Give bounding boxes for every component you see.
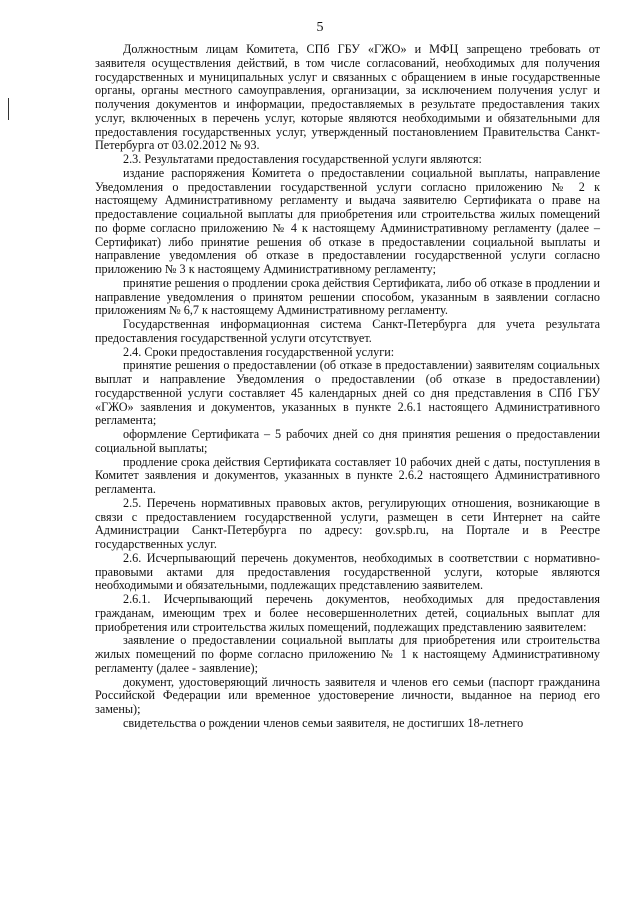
paragraph-term-certificate: оформление Сертификата – 5 рабочих дней со дня принятия решения о предоставлении социальной выплаты; [95,427,600,455]
margin-mark [8,98,9,120]
paragraph-2-4-heading: 2.4. Сроки предоставления государственной услуги: [123,344,395,359]
paragraph-term-decision: принятие решения о предоставлении (об отказе в предоставлении) заявителям социальных выплат и направление Уведомления о предоставлении (об отказе в предоставлении) государственной услуги составляет 45 календарных дней со дня представления в СПб ГБУ «ГЖО» заявления и документов, указанных в пункте 2.6.1 настоящего Административного регламента; [95,358,600,428]
paragraph-restrictions: Должностным лицам Комитета, СПб ГБУ «ГЖО» и МФЦ запрещено требовать от заявителя осуществления действий, в том числе согласований, необходимых для получения государственных и муниципальных услуг и связанных с обращением в иные государственные органы, органы местного самоуправления, организации, за исключением получения услуг и получения документов и информации, предоставляемых в результате предоставления таких услуг, включенных в перечень услуг, которые являются необходимыми и обязательными для предоставления государственных услуг, утвержденный постановлением Правительства Санкт-Петербурга от 03.02.2012 № 93. [95,42,600,153]
paragraph-application: заявление о предоставлении социальной выплаты для приобретения или строительства жилых помещений по форме согласно приложению № 1 к настоящему Административному регламенту (далее - заявление); [95,633,600,675]
paragraph-2-6-1: 2.6.1. Исчерпывающий перечень документов, необходимых для предоставления гражданам, имеющим трех и более несовершеннолетних детей, социальных выплат для приобретения или строительства жилых помещений, подлежащих представлению заявителем: [95,592,600,634]
paragraph-2-3-heading: 2.3. Результатами предоставления государственной услуги являются: [123,152,482,166]
paragraph-birth-certificates: свидетельства о рождении членов семьи заявителя, не достигших 18-летнего [123,715,524,730]
paragraph-2-6: 2.6. Исчерпывающий перечень документов, необходимых в соответствии с нормативно-правовыми актами для предоставления государственной услуги, которые являются необходимыми и обязательными, подлежащих представлению заявителем. [95,550,600,593]
paragraph-result-extension: принятие решения о продлении срока действия Сертификата, либо об отказе в продлении и направление уведомления о принятом решении способом, указанным в заявлении согласно приложениям № 6,7 к настоящему Административному регламенту. [95,275,600,318]
page-number: 5 [316,20,324,35]
paragraph-info-system: Государственная информационная система Санкт-Петербурга для учета результата предоставления государственной услуги отсутствует. [95,317,600,345]
paragraph-2-5: 2.5. Перечень нормативных правовых актов, регулирующих отношения, возникающие в связи с предоставлением государственной услуги, размещен в сети Интернет на сайте Администрации Санкт-Петербурга по адресу: gov.spb.ru, на Портале и в Реестре государственных услуг. [95,495,600,551]
paragraph-term-extension: продление срока действия Сертификата составляет 10 рабочих дней с даты, поступления в Комитет заявления и документов, указанных в пункте 2.6.2 настоящего Административного регламента. [95,454,600,496]
paragraph-identity-document: документ, удостоверяющий личность заявителя и членов его семьи (паспорт гражданина Российской Федерации или временное удостоверение личности, выданное на период его замены); [95,674,600,716]
document-body [95,43,600,731]
paragraph-result-issue: издание распоряжения Комитета о предоставлении социальной выплаты, направление Уведомления о предоставлении государственной услуги согласно приложению № 2 к настоящему Административному регламенту и выдача заявителю Сертификата о праве на предоставление социальной выплаты для приобретения или строительства жилых помещений по форме согласно приложению № 4 к настоящему Административному регламенту (далее – Сертификат) либо принятие решения об отказе в предоставлении социальной выплаты и направление уведомления об отказе в предоставлении государственной услуги согласно приложению № 3 к настоящему Административному регламенту; [95,165,600,276]
